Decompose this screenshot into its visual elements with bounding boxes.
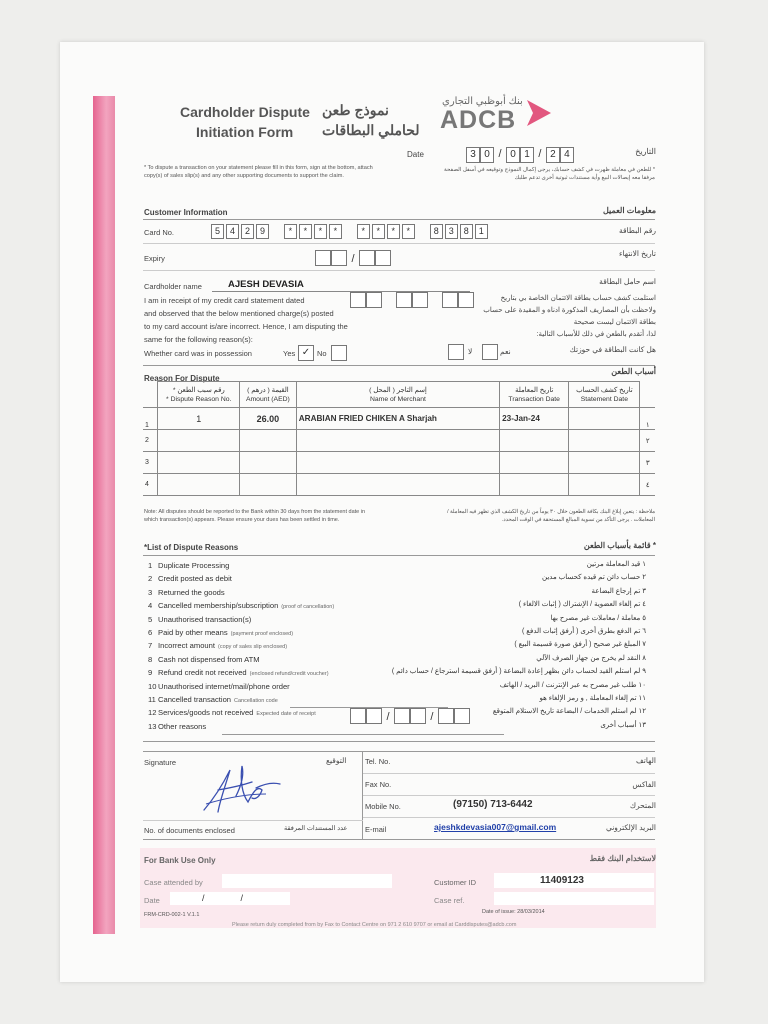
card-digit: * [314,224,327,239]
customer-id-label: Customer ID [434,878,477,887]
date-digit: 1 [520,147,534,163]
title-ar-1: نموذج طعن [322,102,389,118]
cardholder-label: Cardholder name [144,282,202,291]
table-row [143,408,655,430]
list-section-title-ar: * قائمة بأسباب الطعن [583,541,656,550]
intro-text-ar: * للطعن في معاملة ظهرت في كشف حسابك، يرجى إكمال النموذج وتوقيعه في أسفل الصفحة مرفقا معه إيصالات البيع وأية مستندات ثبوتية أخرى تدعم طلبك [444,167,655,181]
tel-label: Tel. No. [365,757,391,766]
expected-date-box [394,708,410,724]
reason-number: 10 [148,681,157,691]
reason-note: (copy of sales slip enclosed) [217,644,288,651]
issue-date: Date of issue: 28/03/2014 [482,909,545,915]
col-header-en: * Dispute Reason No. [166,395,232,403]
card-digit: * [299,224,312,239]
divider [143,365,655,366]
row-number: 2 [143,430,158,452]
row-number: 3 [143,452,158,474]
dispute-reason-item-ar: ٢ حساب دائن تم قيده كحساب مدين [542,574,646,582]
reason-number: 3 [148,587,153,597]
divider [143,751,655,752]
statement-date-cell[interactable] [569,430,640,452]
col-header-en: Name of Merchant [369,395,426,403]
divider [143,243,655,244]
table-row [143,452,655,474]
statement-date-cell[interactable] [569,452,640,474]
case-ref-label: Case ref. [434,896,465,905]
dispute-reason-item [148,655,263,664]
table-header [143,382,655,408]
case-attended-label: Case attended by [144,878,203,887]
dispute-table [143,381,655,496]
col-merchant-header [296,382,499,408]
title-ar-2: لحاملي البطاقات [322,122,420,138]
form-code: FRM-CRD-002-1 V.1.1 [144,912,200,918]
yes-label: Yes [283,349,296,358]
merchant-cell[interactable] [296,474,499,496]
reason-text: Paid by other means [158,628,228,637]
note-en: Note: All disputes should be reported to the Bank within 30 days from the statement date in which transaction(s) appears. Please ensure your dues has been settled in time. [144,509,366,523]
expiry-box [331,250,347,266]
reason-number: 8 [148,654,153,664]
bank-section-title-ar: لاستخدام البنك فقط [589,854,656,863]
transaction-date-cell[interactable] [500,430,569,452]
col-header-ar: إسم التاجر ( المحل ) [369,386,427,394]
reason-number: 2 [148,574,153,584]
mobile-label-ar: المتحرك [629,801,656,810]
divider [143,741,655,742]
merchant-cell[interactable] [296,452,499,474]
dispute-reason-item-ar: ٩ لم استلم القيد لحساب دائن بظهر إعادة البضاعة ( أرفق قسيمة استرجاع / حساب دائم ) [391,668,646,676]
table-cell [640,382,655,408]
cardholder-label-ar: اسم حامل البطاقة [599,277,656,286]
expiry-box [315,250,331,266]
reason-number: 4 [148,601,153,611]
statement-text-ar-1: استلمت كشف حساب بطاقة الائتمان الخاصة بي بتاريخ [500,295,656,302]
card-no-label: Card No. [144,228,175,237]
reason-section-title-ar: أسباب الطعن [611,367,656,376]
col-header-ar: القيمة ( درهم ) [247,386,289,394]
card-digit: 1 [475,224,488,239]
no-label-ar: لا [468,347,473,356]
bank-date-field[interactable]: / / [170,892,290,905]
statement-text-2: and observed that the below mentioned charge(s) posted [144,309,334,318]
dispute-reason-item [148,561,232,570]
possession-label-ar: هل كانت البطاقة في حوزتك [569,345,656,354]
reason-text: Other reasons [158,721,207,731]
case-ref-field[interactable] [494,892,654,905]
col-header-en: Statement Date [580,395,628,403]
bank-logo-icon [521,98,555,128]
date-digit: 0 [506,147,520,163]
dispute-reason-item-ar: ١ قيد المعاملة مرتين [586,561,646,568]
signature-label-ar: التوقيع [326,756,347,765]
mobile-field[interactable]: (97150) 713-6442 [453,799,533,810]
divider [143,219,655,220]
expiry-label: Expiry [144,254,165,263]
title-en-2: Initiation Form [196,124,294,140]
statement-text-ar-2: ولاحظت بأن المصاريف المذكورة ادناه و المقيدة على حساب [483,307,656,314]
dispute-reason-item [148,682,293,691]
reason-no-cell[interactable]: 1 [158,408,240,430]
customer-section-title: Customer Information [144,208,228,217]
statement-text-1: I am in receipt of my credit card statement dated [144,296,305,305]
expiry-box [375,250,391,266]
statement-date-field[interactable] [350,291,474,309]
col-txn-header [500,382,569,408]
dispute-reason-item [148,615,254,624]
possession-label: Whether card was in possession [144,349,252,358]
reason-number: 9 [148,668,153,678]
cardholder-name-field[interactable]: AJESH DEVASIA [228,279,304,290]
col-header-ar: تاريخ المعاملة [515,386,554,394]
transaction-date-cell[interactable] [500,474,569,496]
title-en-1: Cardholder Dispute [180,104,310,120]
date-digit: 3 [466,147,480,163]
divider [143,555,655,556]
statement-date-box [396,292,412,308]
amount-cell[interactable] [240,452,297,474]
statement-text-ar-4: لذا، أتقدم بالطعن في ذلك للأسباب التالية: [536,331,656,338]
expected-date-field[interactable]: / / [350,707,470,725]
tel-label-ar: الهاتف [636,756,656,765]
dispute-reason-item [148,641,287,650]
card-digit: 9 [256,224,269,239]
card-digit: 8 [430,224,443,239]
dispute-reason-item [148,668,329,677]
date-label: Date [407,150,424,159]
reason-text: Cancelled membership/subscription [158,601,279,611]
row-number: 1 [143,408,158,430]
reason-number: 12 [148,708,157,718]
bank-use-area [140,848,656,928]
expected-date-box [350,708,366,724]
statement-date-cell[interactable] [569,474,640,496]
dispute-reason-item-ar: ٤ تم إلغاء العضوية / الإشتراك ( إثبات الالغاء ) [518,601,646,609]
reason-text: Cash not dispensed from ATM [158,654,260,664]
dispute-reason-item-ar: ١٠ طلب غير مصرح به عبر الإنترنت / البريد / الهاتف [499,681,646,689]
dispute-reason-item-ar: ٨ النقد لم يخرج من جهاز الصرف الآلي [536,654,646,662]
col-header-ar: * رقم سبب الطعن [172,386,225,394]
reason-section-title: Reason For Dispute [144,374,220,383]
card-digit: 8 [460,224,473,239]
col-header-en: Amount (AED) [245,395,290,403]
date-digit: 2 [546,147,560,163]
reason-no-cell[interactable] [158,452,240,474]
dispute-reason-item [148,695,278,704]
reason-no-cell[interactable] [158,474,240,496]
no-label: No [317,349,327,358]
dispute-reason-item [148,601,334,610]
card-digit: * [284,224,297,239]
dispute-reason-item [148,574,235,583]
row-number: 4 [143,474,158,496]
col-stmt-header [569,382,640,408]
reason-text: Credit posted as debit [158,574,232,584]
divider [143,270,655,271]
expected-date-box [438,708,454,724]
row-number-ar: ٣ [640,452,655,474]
footer-note: Please return duly completed from by Fax to Contact Centre on 971 2 610 9707 or email at Carddisputes@adcb.com [232,922,517,928]
statement-date-cell[interactable] [569,408,640,430]
other-reasons-field[interactable] [222,725,504,735]
statement-date-box [412,292,428,308]
dispute-reason-item [148,588,228,597]
no-checkbox-ar[interactable] [448,344,464,360]
statement-text-ar-3: بطاقة الائتمان ليست صحيحة [573,319,656,326]
bank-logo: ADCB [440,106,517,134]
reason-note: (proof of cancellation) [281,604,335,611]
no-checkbox[interactable] [331,345,347,361]
signature-label: Signature [144,758,177,767]
dispute-reason-item-ar: ٦ تم الدفع بطرق أخرى ( أرفق إثبات الدفع ) [521,628,646,635]
card-digit: 3 [445,224,458,239]
reason-number: 5 [148,614,153,624]
reason-text: Duplicate Processing [158,561,230,570]
list-section-title: *List of Dispute Reasons [144,543,239,552]
col-amount-header [240,382,297,408]
transaction-date-cell[interactable] [500,452,569,474]
documents-enclosed-label: No. of documents enclosed [144,826,235,835]
customer-id-field[interactable]: 11409123 [494,873,654,888]
statement-text-4: same for the following reason(s): [144,335,253,344]
dispute-reason-item-ar: ٣ تم إرجاع البضاعة [591,587,646,595]
merchant-cell[interactable]: ARABIAN FRIED CHIKEN A Sharjah [296,408,499,430]
transaction-date-cell[interactable]: 23-Jan-24 [500,408,569,430]
yes-label-ar: نعم [500,347,511,356]
expiry-label-ar: تاريخ الانتهاء [619,249,656,258]
fax-label-ar: الفاكس [632,780,656,789]
card-digit: * [329,224,342,239]
expiry-box [359,250,375,266]
card-number-field[interactable] [211,223,490,241]
reason-text: Refund credit not received [158,668,247,678]
date-digit: 4 [560,147,574,163]
dispute-reason-item-ar: ٧ المبلغ غير صحيح ( أرفق صورة قسيمة البيع ) [514,641,646,649]
divider [363,795,655,796]
card-digit: * [387,224,400,239]
dispute-reason-item-ar: ١٢ لم استلم الخدمات / البضاعة تاريخ الاستلام المتوقع [492,708,646,716]
reason-note: Cancellation code [234,698,278,704]
row-number-ar: ١ [640,408,655,430]
reason-text: Returned the goods [158,587,225,597]
dispute-reason-item [148,628,293,637]
card-digit: * [372,224,385,239]
fax-label: Fax No. [365,780,392,789]
reason-no-cell[interactable] [158,430,240,452]
signature-image[interactable] [196,760,286,816]
amount-cell[interactable]: 26.00 [240,408,297,430]
col-header-en: Transaction Date [508,395,560,403]
email-label-ar: البريد الإلكتروني [605,823,656,832]
reason-text: Cancelled transaction [158,695,232,704]
amount-cell[interactable] [240,474,297,496]
amount-cell[interactable] [240,430,297,452]
reason-note: (enclosed refund/credit voucher) [249,671,329,678]
date-label-ar: التاريخ [635,147,656,156]
statement-date-box [442,292,458,308]
card-digit: 2 [241,224,254,239]
col-reason-header [158,382,240,408]
col-header-ar: تاريخ كشف الحساب [576,386,633,394]
divider [363,773,655,774]
table-cell [143,382,158,408]
dispute-reason-item-ar: ١١ تم إلغاء المعاملة , و رمز الإلغاء هو [539,695,646,702]
reason-number: 13 [148,721,157,731]
customer-section-title-ar: معلومات العميل [602,206,656,215]
reason-text: Services/goods not received [158,708,254,718]
yes-checkbox-ar[interactable] [482,344,498,360]
expiry-field[interactable]: / [315,249,391,267]
bank-name-ar: بنك أبوظبي التجاري [442,96,523,107]
merchant-cell[interactable] [296,430,499,452]
reason-text: Unauthorised internet/mail/phone order [158,681,290,691]
divider [363,817,655,818]
reason-number: 7 [148,641,153,651]
expected-date-box [366,708,382,724]
bank-date-label: Date [144,896,160,905]
note-ar: ملاحظة : يتعين إبلاغ البنك بكافة الطعون خلال ٣٠ يوماً من تاريخ الكشف الذي تظهر فيه المعاملة / المعاملات . يرجى التأكد من تسوية المبالغ المستحقة في الوقت المحدد. [447,509,655,523]
card-digit: 5 [211,224,224,239]
mobile-label: Mobile No. [365,802,401,811]
reason-number: 11 [148,695,156,704]
statement-date-box [458,292,474,308]
table-row [143,474,655,496]
statement-date-box [366,292,382,308]
reason-text: Incorrect amount [158,641,215,651]
divider [143,839,655,840]
email-label: E-mail [365,825,387,834]
dispute-reason-item [148,722,209,731]
date-digit: 0 [480,147,494,163]
dispute-reason-item-ar: ١٣ أسباب أخرى [600,721,646,729]
card-no-label-ar: رقم البطاقة [619,226,656,235]
pink-side-bar [93,96,115,934]
date-field[interactable]: 3 0 / 0 1 / 2 4 [466,144,574,163]
reason-number: 6 [148,628,153,637]
expected-date-box [454,708,470,724]
dispute-reason-item-ar: ٥ معاملة / معاملات غير مصرح بها [550,614,646,622]
row-number-ar: ٢ [640,430,655,452]
divider [143,820,363,821]
card-digit: 4 [226,224,239,239]
row-number-ar: ٤ [640,474,655,496]
dispute-reason-item [148,708,316,717]
statement-date-box [350,292,366,308]
email-field[interactable]: ajeshkdevasia007@gmail.com [434,822,557,832]
table-row [143,430,655,452]
intro-text-en: * To dispute a transaction on your statement please fill in this form, sign at the bottom, attach copy(s) of sales slip(s) and any other supporting documents to support the claim. [144,165,373,179]
case-attended-field[interactable] [222,874,392,888]
card-digit: * [357,224,370,239]
statement-text-3: to my card account is/are incorrect. Hence, I am disputing the [144,322,348,331]
documents-enclosed-label-ar: عدد المستندات المرفقة [284,825,348,832]
yes-checkbox[interactable]: ✓ [298,345,314,361]
expected-date-box [410,708,426,724]
reason-number: 1 [148,561,153,570]
card-digit: * [402,224,415,239]
reason-text: Unauthorised transaction(s) [158,614,252,624]
reason-note: (payment proof enclosed) [230,631,294,637]
bank-section-title: For Bank Use Only [144,856,216,865]
reason-note: Expected date of receipt [256,711,316,718]
